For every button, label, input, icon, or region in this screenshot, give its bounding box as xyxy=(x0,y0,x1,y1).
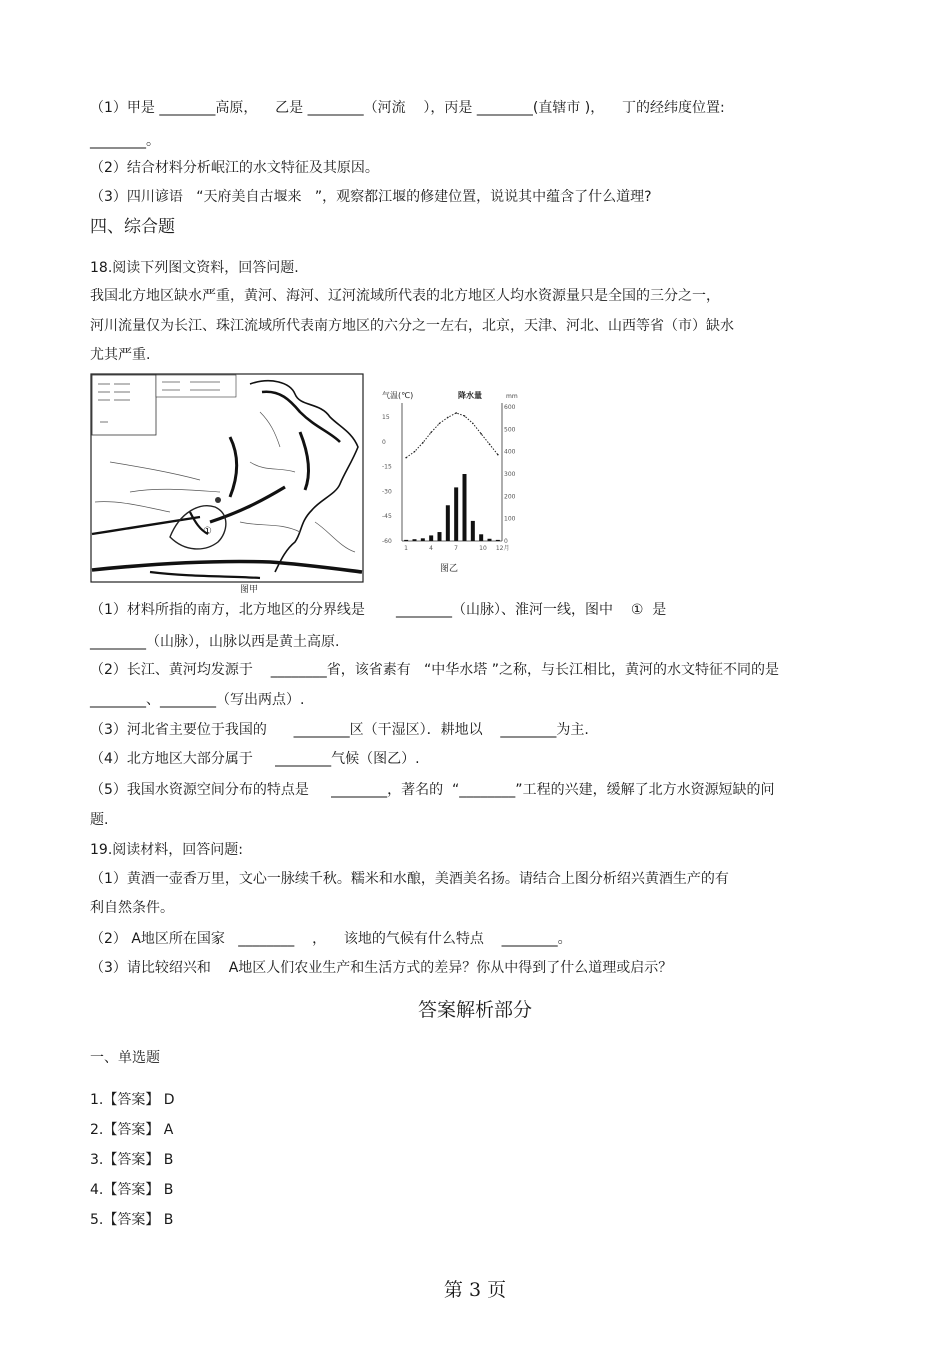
temperature-point xyxy=(414,451,416,453)
x-tick-label: 4 xyxy=(429,545,433,552)
temperature-point xyxy=(472,423,474,425)
figure-b-climate-chart xyxy=(380,385,530,575)
right-tick-label: 200 xyxy=(504,493,516,501)
precipitation-bar xyxy=(421,538,425,541)
q19-sub2: （2） A地区所在国家 ________ ， 该地的气候有什么特点 ________。 xyxy=(90,931,572,947)
answer-item: 4.【答案】 B xyxy=(90,1182,174,1198)
left-tick-label: -60 xyxy=(382,538,392,545)
q18-sub5-line1: （5）我国水资源空间分布的特点是 ________，著名的 “________”工程的兴建，缓解了北方水资源短缺的问 xyxy=(90,782,775,798)
precipitation-bar xyxy=(404,540,408,541)
precipitation-bar xyxy=(488,539,492,541)
answers-section-title: 一、单选题 xyxy=(90,1050,160,1066)
q17-part1-cont: ________。 xyxy=(90,133,160,149)
figure-a-marker: ① xyxy=(203,526,212,537)
q18-paragraph-line2: 河川流量仅为长江、珠江流域所代表南方地区的六分之一左右，北京，天津、河北、山西等省（市）缺水 xyxy=(90,318,734,334)
right-tick-label: 600 xyxy=(504,404,516,411)
q18-sub2-line2: ________、________（写出两点）. xyxy=(90,692,305,708)
left-axis-title: 气温(℃) xyxy=(382,391,414,400)
x-tick-label: 10 xyxy=(479,545,487,552)
q18-paragraph-line1: 我国北方地区缺水严重，黄河、海河、辽河流域所代表的北方地区人均水资源量只是全国的三分之一， xyxy=(90,288,720,304)
answer-item: 2.【答案】 A xyxy=(90,1122,174,1138)
q18-intro: 18.阅读下列图文资料，回答问题. xyxy=(90,260,299,276)
q17-part3: （3）四川谚语 “天府美自古堰来 ”，观察都江堰的修建位置，说说其中蕴含了什么道理? xyxy=(90,189,652,205)
temperature-point xyxy=(405,457,407,459)
temperature-point xyxy=(430,432,432,434)
temperature-point xyxy=(464,415,466,417)
section-comprehensive-title: 四、综合题 xyxy=(90,217,175,237)
figure-a-caption: 图甲 xyxy=(240,585,259,594)
temperature-point xyxy=(480,433,482,435)
precipitation-bar xyxy=(413,539,417,541)
q18-sub4: （4）北方地区大部分属于 ________气候（图乙）. xyxy=(90,751,420,767)
q18-sub1-line1: （1）材料所指的南方，北方地区的分界线是 ________（山脉）、淮河一线，图中 ① 是 xyxy=(90,602,667,618)
answer-item: 5.【答案】 B xyxy=(90,1212,174,1228)
figure-a-map xyxy=(90,372,365,594)
temperature-line xyxy=(406,413,498,458)
right-tick-label: 300 xyxy=(504,471,516,478)
q19-sub1-line1: （1）黄酒一壶香万里，文心一脉续千秋。糯米和水酿，美酒美名扬。请结合上图分析绍兴黄酒生产的有 xyxy=(90,871,729,887)
q19-intro: 19.阅读材料，回答问题: xyxy=(90,842,243,858)
answer-item: 1.【答案】 D xyxy=(90,1092,175,1108)
answer-item: 3.【答案】 B xyxy=(90,1152,174,1168)
temperature-point xyxy=(489,443,491,445)
precipitation-bar xyxy=(454,487,458,541)
q19-sub3: （3）请比较绍兴和 A地区人们农业生产和生活方式的差异？你从中得到了什么道理或启示？ xyxy=(90,960,673,976)
right-axis-title: 降水量 xyxy=(458,391,482,400)
left-tick-label: 0 xyxy=(382,438,386,446)
precipitation-bar xyxy=(463,474,467,541)
left-tick-label: -15 xyxy=(382,463,392,471)
precipitation-bar xyxy=(479,534,483,541)
right-axis-unit: mm xyxy=(506,393,518,400)
q18-sub5-line2: 题. xyxy=(90,812,109,828)
x-tick-label: 1 xyxy=(404,545,408,552)
q17-part2: （2）结合材料分析岷江的水文特征及其原因。 xyxy=(90,160,379,176)
q18-paragraph-line3: 尤其严重. xyxy=(90,347,151,363)
temperature-point xyxy=(447,417,449,419)
q18-sub1-line2: ________（山脉），山脉以西是黄土高原. xyxy=(90,634,340,650)
precipitation-bar xyxy=(429,535,433,541)
temperature-point xyxy=(422,442,424,444)
left-tick-label: -45 xyxy=(382,513,392,521)
x-tick-label: 12月 xyxy=(495,545,510,552)
page-number: 第 3 页 xyxy=(443,1279,507,1301)
x-tick-label: 7 xyxy=(454,545,458,552)
precipitation-bar xyxy=(496,540,500,541)
q18-sub3: （3）河北省主要位于我国的 ________区（干湿区）．耕地以 ________为主. xyxy=(90,722,589,738)
temperature-point xyxy=(455,412,457,414)
precipitation-bar xyxy=(438,532,442,541)
precipitation-bar xyxy=(446,505,450,541)
left-tick-label: 15 xyxy=(382,414,390,421)
q18-sub2-line1: （2）长江、黄河均发源于 ________省，该省素有 “中华水塔 ”之称，与长江相比，黄河的水文特征不同的是 xyxy=(90,662,780,678)
left-tick-label: -30 xyxy=(382,488,392,496)
q17-part1-line: （1）甲是 ________高原， 乙是 ________（河流 ），丙是 ________(直辖市 )， 丁的经纬度位置: xyxy=(90,100,725,116)
temperature-point xyxy=(439,423,441,425)
right-tick-label: 100 xyxy=(504,515,516,523)
figure-b-caption: 图乙 xyxy=(440,564,459,574)
right-tick-label: 400 xyxy=(504,448,516,456)
right-tick-label: 0 xyxy=(504,538,508,545)
temperature-point xyxy=(497,454,499,456)
answers-title: 答案解析部分 xyxy=(417,999,532,1021)
right-tick-label: 500 xyxy=(504,426,516,434)
precipitation-bar xyxy=(471,521,475,541)
q19-sub1-line2: 利自然条件。 xyxy=(90,900,174,916)
